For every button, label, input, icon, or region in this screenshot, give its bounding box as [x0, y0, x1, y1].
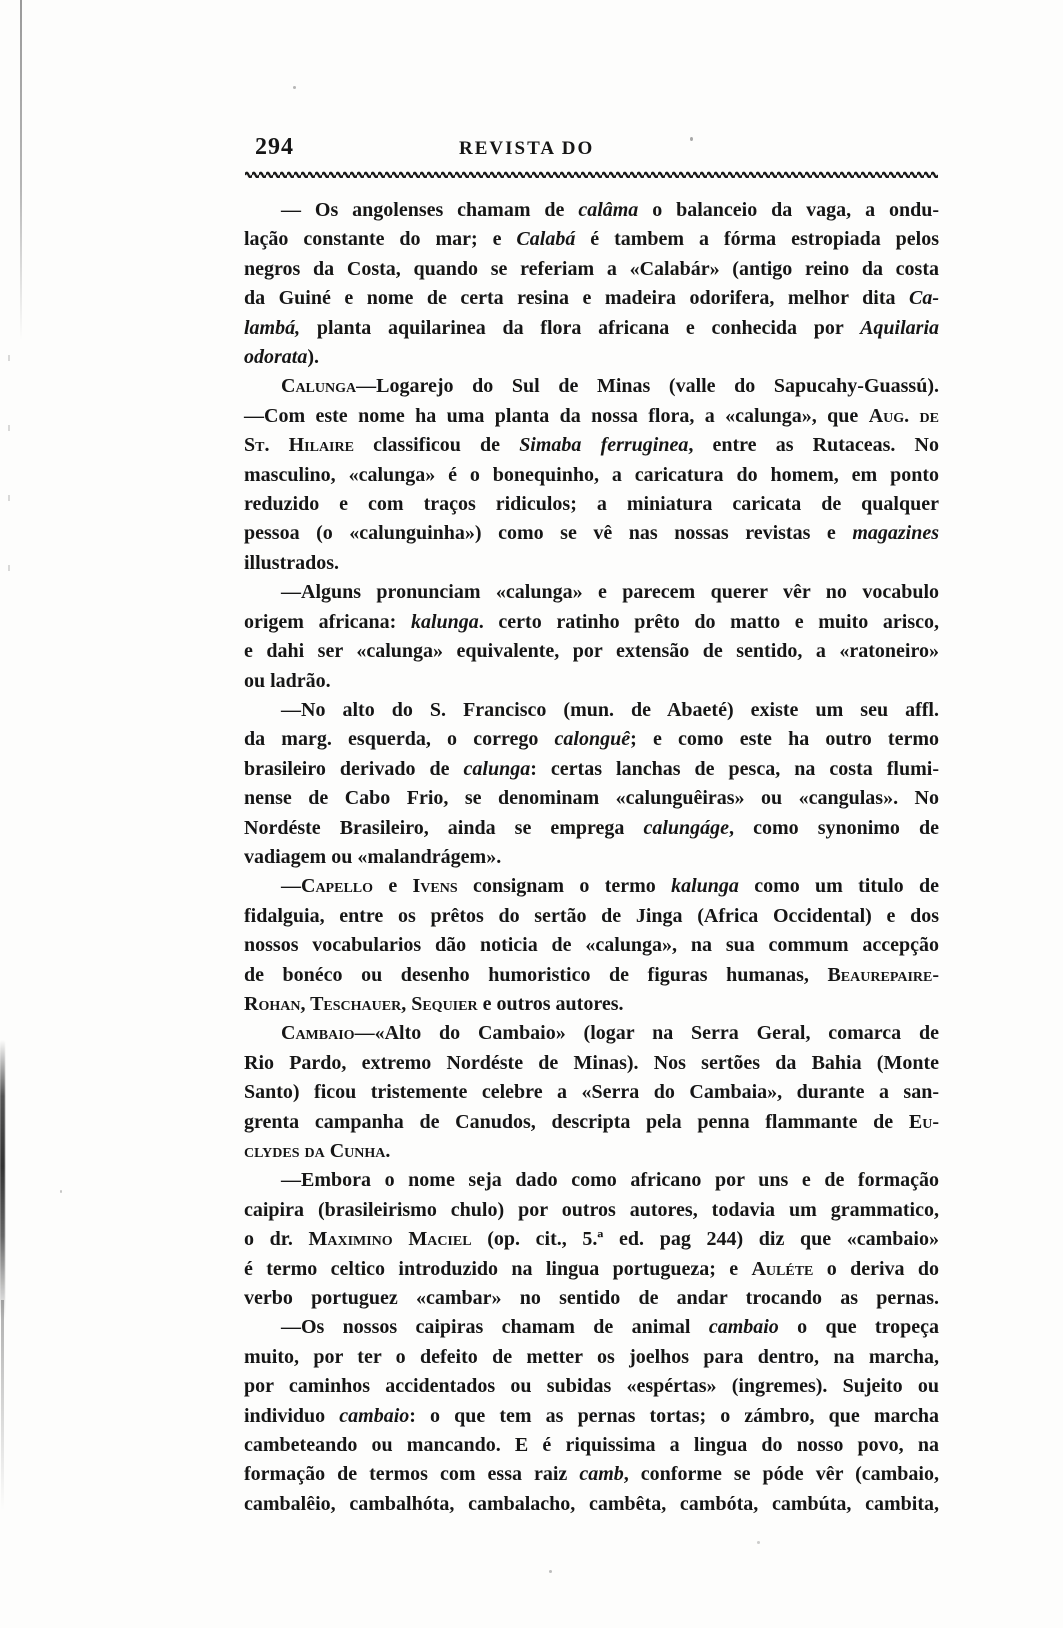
scan-speck — [60, 1190, 62, 1193]
text-run: brasileiro derivado de — [244, 757, 464, 780]
text-run: (op. cit., 5.ª ed. pag 244) diz que «cambaio» — [471, 1228, 939, 1251]
text-run: ). — [307, 346, 320, 369]
text-line — [244, 1166, 939, 1195]
text-run: fidalguia, entre os prêtos do sertão de Jinga (Africa Occidental) e dos — [244, 904, 939, 927]
italic-term: kalunga — [410, 610, 479, 633]
text-run: —Embora o nome seja dado como africano por uns e de formação — [281, 1169, 939, 1192]
text-line — [244, 1078, 939, 1107]
smallcaps-name: Capello — [301, 875, 374, 898]
italic-term: Calabá — [516, 228, 576, 251]
text-run: é tambem a fórma estropiada pelos — [575, 228, 939, 251]
text-run: , conforme se póde vêr (cambaio, — [623, 1463, 939, 1486]
body-paragraphs — [244, 196, 939, 1519]
text-line — [244, 1108, 939, 1137]
text-line — [244, 255, 939, 284]
text-run: pessoa (o «calunguinha») como se vê nas nossas revistas e — [244, 522, 853, 545]
italic-term: odorata — [244, 346, 308, 369]
italic-term: Simaba ferruginea — [519, 434, 689, 457]
italic-term: cambaio — [708, 1316, 779, 1339]
text-run: e dahi ser «calunga» equivalente, por extensão de sentido, a «ratoneiro» — [244, 640, 939, 663]
smallcaps-name: Calunga — [281, 375, 357, 398]
text-run: muito, por ter o defeito de metter os joelhos para dentro, na marcha, — [244, 1345, 939, 1368]
scan-speck — [690, 137, 693, 141]
text-line — [244, 1372, 939, 1401]
text-run: —No alto do S. Francisco (mun. de Abaeté) existe um seu affl. — [281, 698, 939, 721]
text-run: —Com este nome ha uma planta da nossa flora, a «calunga», que — [244, 404, 869, 427]
scan-gutter-shadow — [0, 1040, 5, 1320]
text-run: : o que tem as pernas tortas; o zámbro, que marcha — [409, 1404, 939, 1427]
text-run: —Alguns pronunciam «calunga» e parecem querer vêr no vocabulo — [281, 581, 939, 604]
scan-speck — [549, 1570, 552, 1573]
text-run: —«Alto do Cambaio» (logar na Serra Geral, comarca de — [354, 1022, 939, 1045]
smallcaps-name: St. Hilaire — [244, 434, 354, 457]
text-line — [244, 1049, 939, 1078]
text-line — [244, 284, 939, 313]
paragraph — [244, 1166, 939, 1313]
text-run: verbo portuguez «cambar» no sentido de andar trocando as pernas. — [244, 1287, 939, 1310]
paragraph — [244, 196, 939, 372]
text-run: da marg. esquerda, o corrego — [244, 728, 555, 751]
text-run: como um titulo de — [738, 875, 939, 898]
text-run: ; e como este ha outro termo — [630, 728, 939, 751]
text-line — [244, 1402, 939, 1431]
text-line — [244, 1137, 939, 1166]
text-run: grenta campanha de Canudos, descripta pela penna flammante de — [244, 1110, 909, 1133]
scan-speck — [293, 86, 296, 89]
text-run: o que tropeça — [778, 1316, 939, 1339]
text-run: por caminhos accidentados ou subidas «espértas» (ingremes). Sujeito ou — [244, 1375, 939, 1398]
italic-term: calonguê — [554, 728, 631, 751]
text-run: cambalêio, cambalhóta, cambalacho, cambêta, cambóta, cambúta, cambita, — [244, 1492, 939, 1515]
text-run: Rio Pardo, extremo Nordéste de Minas). Nos sertões da Bahia (Monte — [244, 1051, 939, 1074]
text-run: vadiagem ou «malandrágem». — [244, 845, 502, 868]
journal-title: REVISTA DO — [459, 138, 595, 159]
text-line — [244, 1255, 939, 1284]
text-run: individuo — [244, 1404, 340, 1427]
text-run: classificou de — [353, 434, 520, 457]
paragraph — [244, 372, 939, 578]
smallcaps-name: Beaurepaire- — [827, 963, 939, 986]
text-run: nense de Cabo Frio, se denominam «calunguêiras» ou «cangulas». No — [244, 787, 939, 810]
text-run: Santo) ficou tristemente celebre a «Serra do Cambaia», durante a san- — [244, 1081, 939, 1104]
text-run: masculino, «calunga» é o bonequinho, a caricatura do homem, em ponto — [244, 463, 939, 486]
text-line — [244, 608, 939, 637]
text-run: , como synonimo de — [729, 816, 939, 839]
text-run: planta aquilarinea da flora africana e conhecida por — [300, 316, 861, 339]
text-run: — — [281, 875, 301, 898]
text-line — [244, 1431, 939, 1460]
page-number: 294 — [255, 134, 294, 160]
text-line — [244, 225, 939, 254]
italic-term: lambá, — [244, 316, 301, 339]
text-run: lação constante do mar; e — [244, 228, 517, 251]
text-line — [244, 696, 939, 725]
text-line — [244, 667, 939, 696]
italic-term: camb — [579, 1463, 624, 1486]
text-run: e — [373, 875, 413, 898]
text-line — [244, 1490, 939, 1519]
scan-speck — [757, 1541, 760, 1544]
italic-term: kalunga — [671, 875, 739, 898]
text-run: Nordéste Brasileiro, ainda se emprega — [244, 816, 644, 839]
text-run: formação de termos com essa raiz — [244, 1463, 580, 1486]
text-run: illustrados. — [244, 551, 340, 574]
italic-term: cambaio — [339, 1404, 410, 1427]
text-run: : certas lanchas de pesca, na costa flumi- — [530, 757, 939, 780]
smallcaps-name: Rohan, Teschauer, Sequier — [244, 992, 478, 1015]
text-run: nossos vocabularios dão noticia de «calunga», na sua commum accepção — [244, 934, 939, 957]
text-line — [244, 990, 939, 1019]
italic-term: Aquilaria — [860, 316, 939, 339]
italic-term: Ca- — [909, 287, 939, 310]
wavy-rule — [245, 169, 938, 178]
text-run: o dr. — [244, 1228, 309, 1251]
text-run: —Os nossos caipiras chamam de animal — [281, 1316, 709, 1339]
smallcaps-name: Eu- — [908, 1110, 939, 1133]
text-line — [244, 725, 939, 754]
smallcaps-name: Ivens — [412, 875, 458, 898]
text-line — [244, 872, 939, 901]
text-line — [244, 961, 939, 990]
paragraph — [244, 872, 939, 1019]
text-line — [244, 814, 939, 843]
scan-edge-ticks — [8, 355, 10, 575]
text-run: ou ladrão. — [244, 669, 331, 692]
text-run: cambeteando ou mancando. E é riquissima a lingua do nosso povo, na — [244, 1434, 939, 1457]
text-line — [244, 755, 939, 784]
smallcaps-name: Cambaio — [281, 1022, 355, 1045]
text-line — [244, 549, 939, 578]
smallcaps-name: Aug. de — [868, 404, 939, 427]
text-line — [244, 1284, 939, 1313]
text-run: . certo ratinho prêto do matto e muito arisco, — [478, 610, 939, 633]
text-run: , entre as Rutaceas. No — [688, 434, 939, 457]
text-line — [244, 402, 939, 431]
text-line — [244, 902, 939, 931]
text-run: — Os angolenses chamam de — [281, 199, 579, 221]
text-line — [244, 343, 939, 372]
text-line — [244, 843, 939, 872]
text-line — [244, 1225, 939, 1254]
text-line — [244, 1343, 939, 1372]
text-run: negros da Costa, quando se referiam a «Calabár» (antigo reino da costa — [244, 257, 939, 280]
text-run: —Logarejo do Sul de Minas (valle do Sapucahy-Guassú). — [356, 375, 939, 398]
text-line — [244, 1019, 939, 1048]
scan-edge-line — [20, 0, 22, 340]
paragraph — [244, 1019, 939, 1166]
text-line — [244, 1196, 939, 1225]
text-run: caipira (brasileirismo chulo) por outros autores, todavia um grammatico, — [244, 1198, 939, 1221]
paragraph — [244, 1313, 939, 1519]
italic-term: calâma — [578, 199, 639, 221]
italic-term: calunga — [463, 757, 531, 780]
text-line — [244, 931, 939, 960]
smallcaps-name: clydes da Cunha. — [244, 1140, 391, 1162]
text-line — [244, 637, 939, 666]
text-run: e outros autores. — [477, 992, 624, 1015]
text-run: o balanceio da vaga, a ondu- — [638, 199, 939, 221]
italic-term: magazines — [852, 522, 939, 545]
smallcaps-name: Maximino Maciel — [308, 1228, 472, 1251]
paragraph — [244, 696, 939, 872]
text-line — [244, 1313, 939, 1342]
paragraph — [244, 578, 939, 696]
text-line — [244, 1460, 939, 1489]
text-run: consignam o termo — [457, 875, 672, 898]
text-line — [244, 196, 939, 225]
text-run: origem africana: — [244, 610, 411, 633]
text-run: é termo celtico introduzido na lingua portugueza; e — [244, 1257, 752, 1280]
text-run: de bonéco ou desenho humoristico de figuras humanas, — [244, 963, 828, 986]
text-run: reduzido e com traços ridiculos; a miniatura caricata de qualquer — [244, 493, 939, 516]
text-line — [244, 314, 939, 343]
text-line — [244, 490, 939, 519]
text-run: o deriva do — [813, 1257, 939, 1280]
scan-gutter-shadow-lower — [1, 1300, 4, 1510]
italic-term: calungáge — [643, 816, 730, 839]
text-line — [244, 578, 939, 607]
smallcaps-name: Auléte — [751, 1257, 814, 1280]
text-line — [244, 784, 939, 813]
text-line — [244, 519, 939, 548]
text-line — [244, 461, 939, 490]
text-line — [244, 372, 939, 401]
text-run: da Guiné e nome de certa resina e madeira odorifera, melhor dita — [244, 287, 909, 310]
text-line — [244, 431, 939, 460]
